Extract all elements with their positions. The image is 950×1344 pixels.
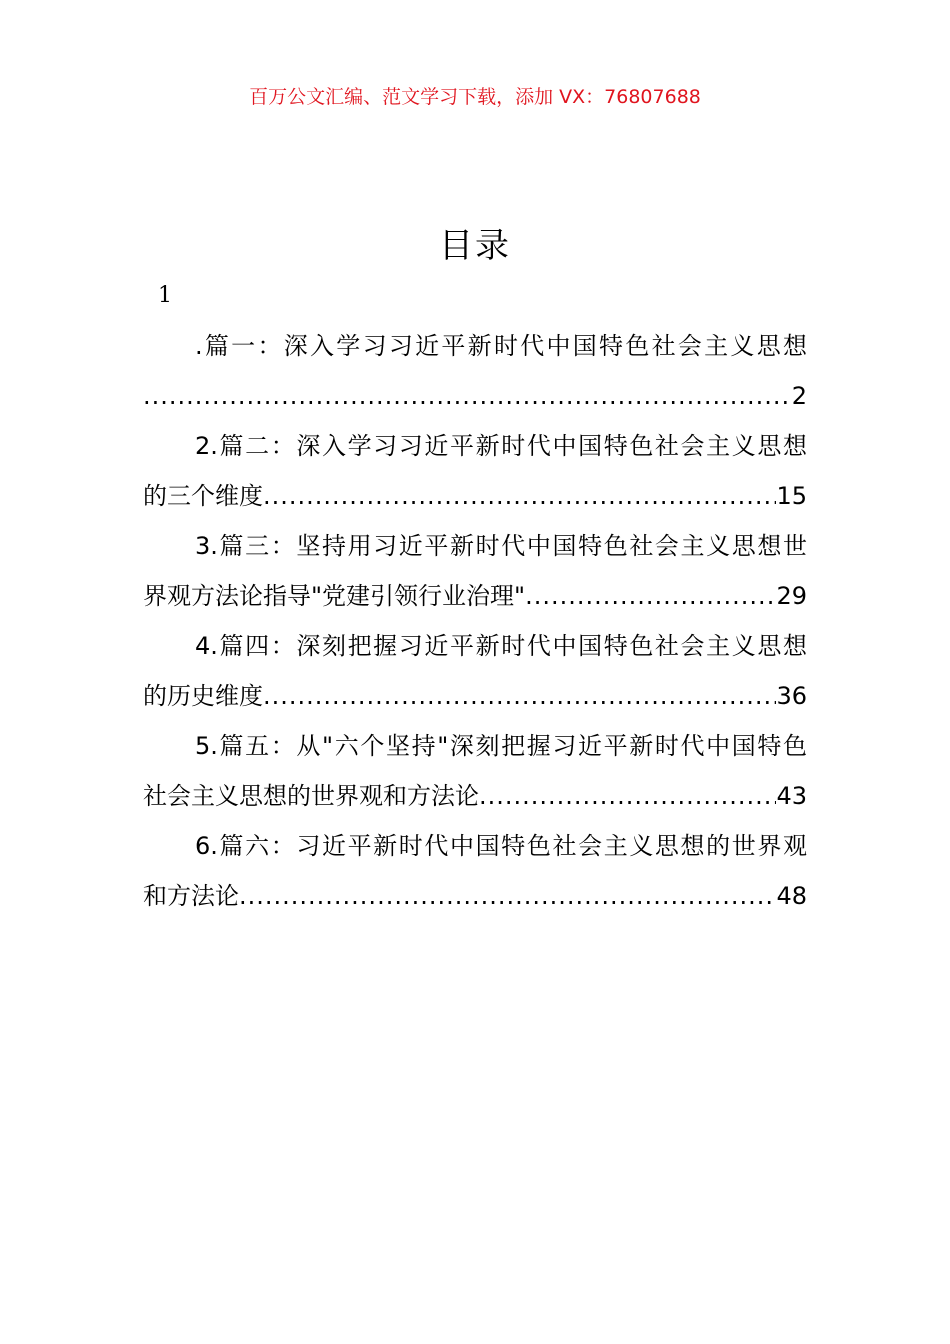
toc-list	[143, 324, 807, 924]
toc-entry-second-line	[143, 774, 807, 824]
toc-entry-title-continued: 社会主义思想的世界观和方法论	[143, 782, 479, 810]
toc-entry-title-continued: 的三个维度	[143, 482, 263, 510]
toc-entry-page-number: 48	[776, 882, 807, 910]
toc-entry-page-number: 2	[791, 382, 807, 410]
toc-entry-2[interactable]	[143, 424, 807, 524]
dot-leader	[525, 574, 776, 618]
toc-entry-1[interactable]	[143, 324, 807, 424]
toc-entry-page-number: 36	[776, 682, 807, 710]
toc-entry-title: 3.篇三：坚持用习近平新时代中国特色社会主义思想世	[195, 532, 807, 560]
dot-leader	[263, 674, 776, 718]
toc-entry-title: 4.篇四：深刻把握习近平新时代中国特色社会主义思想	[195, 632, 807, 660]
toc-title: 目录	[439, 226, 511, 266]
toc-entry-page-number: 29	[776, 582, 807, 610]
toc-entry-5[interactable]	[143, 724, 807, 824]
toc-entry-title: .篇一：深入学习习近平新时代中国特色社会主义思想	[195, 332, 807, 360]
toc-entry-page-number: 15	[776, 482, 807, 510]
toc-entry-title: 5.篇五：从"六个坚持"深刻把握习近平新时代中国特色	[195, 732, 807, 760]
dot-leader	[239, 874, 776, 918]
toc-entry-second-line	[143, 474, 807, 524]
toc-entry-title-continued: 界观方法论指导"党建引领行业治理"	[143, 582, 526, 610]
toc-entry-4[interactable]	[143, 624, 807, 724]
toc-entry-page-number: 43	[776, 782, 807, 810]
toc-entry-second-line	[143, 674, 807, 724]
stray-number: 1	[158, 283, 172, 308]
toc-entry-title: 2.篇二：深入学习习近平新时代中国特色社会主义思想	[195, 432, 807, 460]
dot-leader	[479, 774, 776, 818]
toc-entry-title-continued: 的历史维度	[143, 682, 263, 710]
toc-entry-second-line	[143, 574, 807, 624]
toc-entry-6[interactable]	[143, 824, 807, 924]
dot-leader	[143, 374, 792, 418]
toc-entry-title: 6.篇六：习近平新时代中国特色社会主义思想的世界观	[195, 832, 807, 860]
toc-entry-second-line	[143, 874, 807, 924]
toc-entry-3[interactable]	[143, 524, 807, 624]
header-note: 百万公文汇编、范文学习下载，添加 VX：76807688	[249, 86, 701, 108]
toc-entry-title-continued: 和方法论	[143, 882, 239, 910]
dot-leader	[263, 474, 776, 518]
toc-entry-second-line	[143, 374, 807, 424]
